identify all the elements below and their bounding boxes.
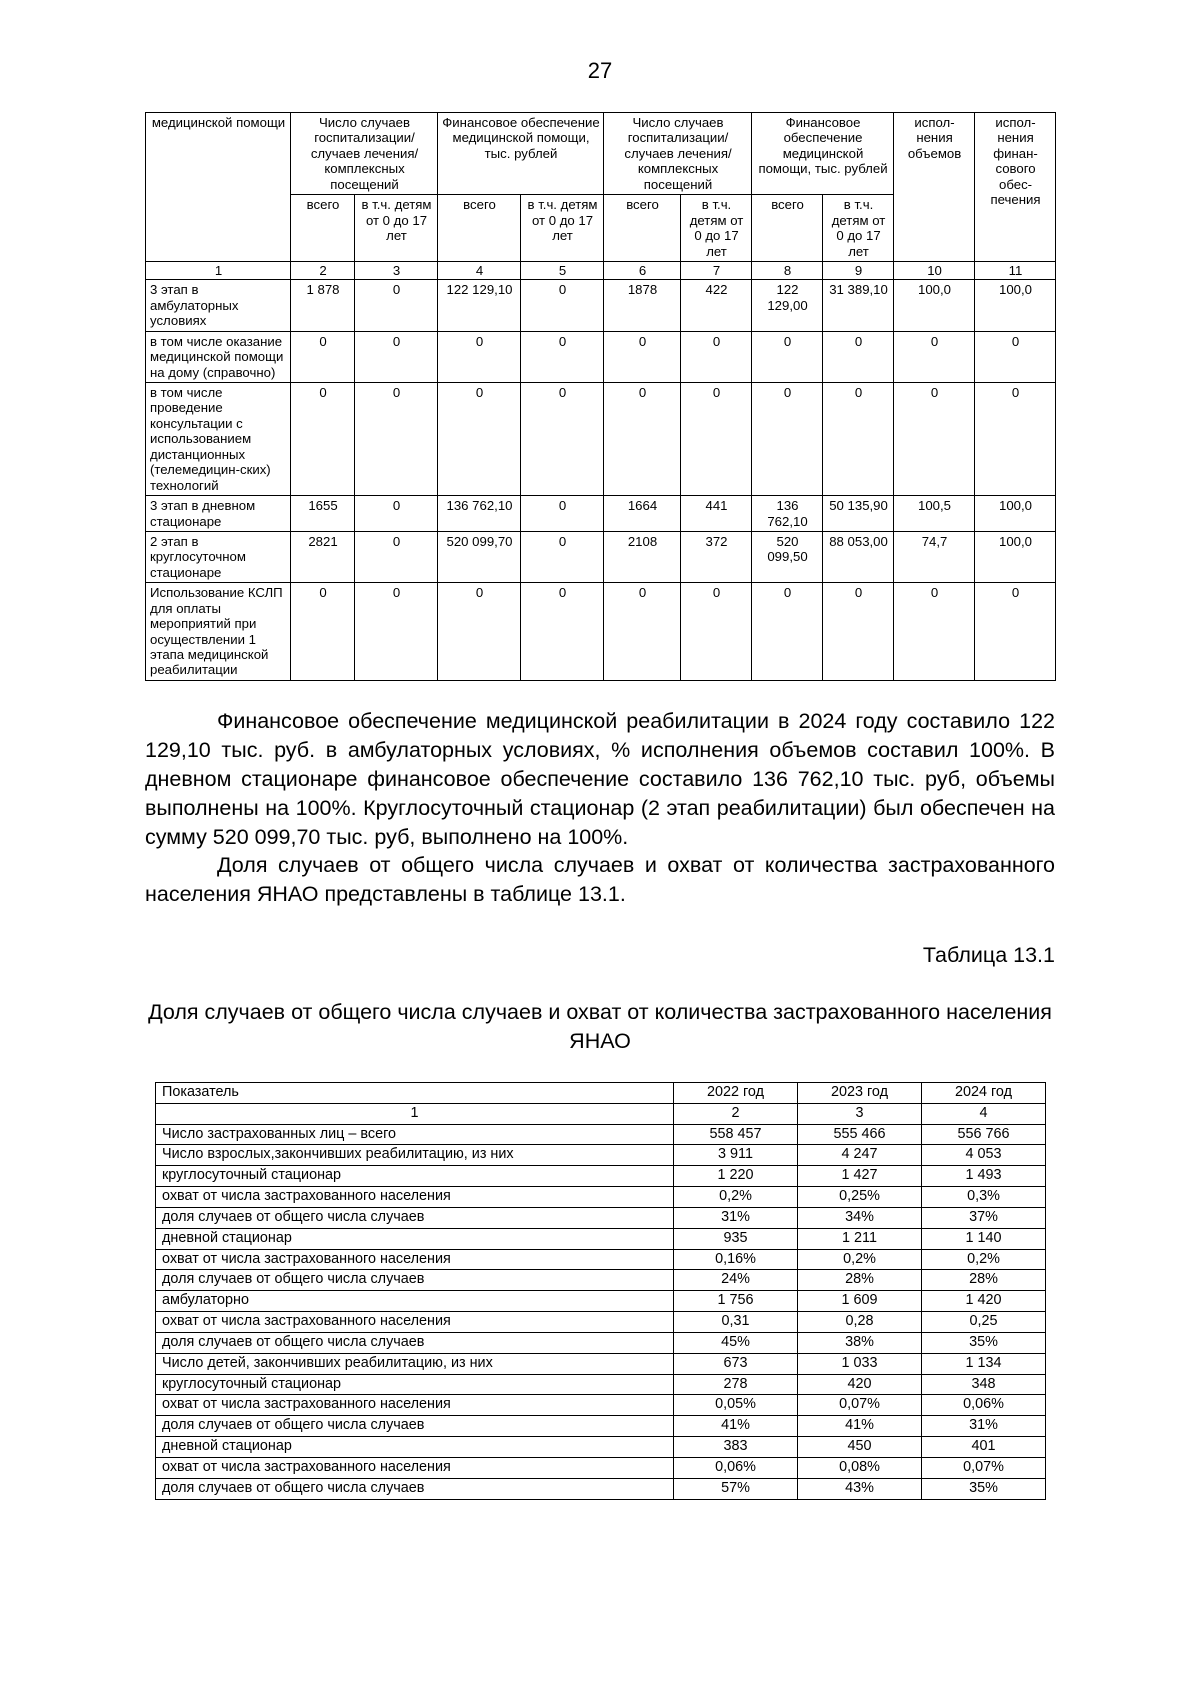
table1-cell: 372 [681,531,752,582]
table-title: Доля случаев от общего числа случаев и охват от количества застрахованного населения ЯНАО [148,1000,1052,1054]
table2-cell: 1 134 [922,1353,1046,1374]
table1-sub-total-1: всего [291,195,355,262]
table1-cell: 0 [521,496,604,532]
table2-cell: 35% [922,1332,1046,1353]
table2-row-indicator: доля случаев от общего числа случаев [156,1478,674,1499]
table-row [156,1124,1046,1145]
table1-cell: 0 [894,383,975,496]
table2-cell: 0,2% [674,1187,798,1208]
table1-cell: 1 878 [291,280,355,331]
table2-row-indicator: дневной стационар [156,1228,674,1249]
table1-colnum-7: 7 [681,261,752,279]
table2-row-indicator: Число взрослых,закончивших реабилитацию, из них [156,1145,674,1166]
table2-cell: 1 033 [798,1353,922,1374]
table2-cell: 1 756 [674,1291,798,1312]
table1-header-row-top [146,113,1056,195]
table1-row-label: 3 этап в дневном стационаре [146,496,291,532]
table2-cell: 555 466 [798,1124,922,1145]
table1-colnum-9: 9 [823,261,894,279]
table2-cell: 558 457 [674,1124,798,1145]
table1-cell: 0 [975,583,1056,681]
table1-cell: 0 [823,583,894,681]
table1-cell: 136 762,10 [438,496,521,532]
table1-cell: 0 [752,383,823,496]
table1-sub-total-2: всего [438,195,521,262]
table1-cell: 2821 [291,531,355,582]
table2-cell: 41% [674,1416,798,1437]
table1-row-label: в том числе проведение консультации с использованием дистанционных (телемедицин-ских) технологий [146,383,291,496]
table2-cell: 1 609 [798,1291,922,1312]
table2-col-2024: 2024 год [922,1082,1046,1103]
table2-cell: 28% [922,1270,1046,1291]
page-number: 27 [587,58,613,83]
table1-colnum-11: 11 [975,261,1056,279]
table2-header-row [156,1082,1046,1103]
table2-row-indicator: Число застрахованных лиц – всего [156,1124,674,1145]
table1-cell: 100,0 [975,280,1056,331]
table2-cell: 0,05% [674,1395,798,1416]
table2-row-indicator: круглосуточный стационар [156,1166,674,1187]
table2-row-indicator: охват от числа застрахованного населения [156,1249,674,1270]
medical-rehabilitation-table [145,112,1055,681]
table1-col-execution-finance: испол-нения финан-сового обес-печения [975,113,1056,262]
table1-sub-children-4: в т.ч. детям от 0 до 17 лет [823,195,894,262]
table1-colnum-2: 2 [291,261,355,279]
table2-cell: 0,31 [674,1312,798,1333]
table1-cell: 441 [681,496,752,532]
table2-cell: 3 911 [674,1145,798,1166]
table1-colnum-6: 6 [604,261,681,279]
table1-cell: 2108 [604,531,681,582]
table2-row-indicator: охват от числа застрахованного населения [156,1312,674,1333]
table-row [156,1416,1046,1437]
table1-row-label: в том числе оказание медицинской помощи на дому (справочно) [146,331,291,382]
table1-cell: 0 [604,583,681,681]
table-row [156,1437,1046,1458]
table1-cell: 0 [438,331,521,382]
table1-cell: 0 [355,531,438,582]
table1-cell: 0 [823,383,894,496]
table1-cell: 0 [894,331,975,382]
table1-cell: 0 [355,383,438,496]
table2-colnum-2: 2 [674,1103,798,1124]
table1-cell: 50 135,90 [823,496,894,532]
table1-cell: 0 [681,583,752,681]
table1-cell: 1878 [604,280,681,331]
table1-row-label: 2 этап в круглосуточном стационаре [146,531,291,582]
table2-cell: 0,16% [674,1249,798,1270]
table2-cell: 45% [674,1332,798,1353]
table1-colnum-8: 8 [752,261,823,279]
table2-header [156,1082,1046,1124]
table2-cell: 38% [798,1332,922,1353]
table2-cell: 0,06% [674,1458,798,1479]
table2-cell: 0,07% [798,1395,922,1416]
table2-cell: 43% [798,1478,922,1499]
table1-cell: 100,0 [894,280,975,331]
table-row [156,1291,1046,1312]
table2-row-indicator: доля случаев от общего числа случаев [156,1207,674,1228]
table-row [156,1374,1046,1395]
table-row [146,531,1056,582]
table1-colnum-4: 4 [438,261,521,279]
table2-cell: 0,08% [798,1458,922,1479]
table1-cell: 0 [438,583,521,681]
table1-cell: 0 [355,583,438,681]
table1-cell: 0 [521,383,604,496]
table2-cell: 34% [798,1207,922,1228]
table-row [146,280,1056,331]
table1-cell: 0 [975,383,1056,496]
table1-sub-total-4: всего [752,195,823,262]
table1-cell: 88 053,00 [823,531,894,582]
table2-cell: 41% [798,1416,922,1437]
table1-row-label: Использование КСЛП для оплаты мероприятий при осуществлении 1 этапа медицинской реабилитации [146,583,291,681]
table2-cell: 673 [674,1353,798,1374]
table2-row-indicator: доля случаев от общего числа случаев [156,1332,674,1353]
table1-sub-children-2: в т.ч. детям от 0 до 17 лет [521,195,604,262]
table1-colnum-5: 5 [521,261,604,279]
table1-cell: 0 [521,583,604,681]
table-row [156,1312,1046,1333]
table2-cell: 31% [674,1207,798,1228]
table1-colnum-1: 1 [146,261,291,279]
table1-cell: 0 [521,331,604,382]
table1-col-cases-actual: Число случаев госпитализации/ случаев лечения/ комплексных посещений [604,113,752,195]
table2-col-indicator: Показатель [156,1082,674,1103]
table2-cell: 450 [798,1437,922,1458]
table2-cell: 0,25% [798,1187,922,1208]
table1-cell: 0 [681,331,752,382]
table2-body [156,1124,1046,1499]
table2-cell: 1 220 [674,1166,798,1187]
table2-cell: 4 247 [798,1145,922,1166]
table2-cell: 28% [798,1270,922,1291]
table2-cell: 1 140 [922,1228,1046,1249]
table-row [156,1145,1046,1166]
table2-cell: 4 053 [922,1145,1046,1166]
table1-col-finance-planned: Финансовое обеспечение медицинской помощи, тыс. рублей [438,113,604,195]
table-row [156,1478,1046,1499]
table1-sub-total-3: всего [604,195,681,262]
table2-cell: 348 [922,1374,1046,1395]
table2-row-indicator: охват от числа застрахованного населения [156,1187,674,1208]
table1-cell: 136 762,10 [752,496,823,532]
paragraph-financing-summary: Финансовое обеспечение медицинской реабилитации в 2024 году составило 122 129,10 тыс. руб. в амбулаторных условиях, % исполнения объемов составил 100%. В дневном стационаре финансовое обеспечение составило 136 762,10 тыс. руб, объемы выполнены на 100%. Круглосуточный стационар (2 этап реабилитации) был обеспечен на сумму 520 099,70 тыс. руб, выполнено на 100%. [145,708,1055,849]
table2-row-indicator: амбулаторно [156,1291,674,1312]
table-row [156,1270,1046,1291]
table1-cell: 0 [823,331,894,382]
table2-row-indicator: охват от числа застрахованного населения [156,1458,674,1479]
table1-cell: 31 389,10 [823,280,894,331]
table1-col-finance-actual: Финансовое обеспечение медицинской помощи, тыс. рублей [752,113,894,195]
table1-col-execution-volumes: испол-нения объемов [894,113,975,262]
table2-colnum-3: 3 [798,1103,922,1124]
table1-cell: 0 [355,280,438,331]
table1-col-medical-care: медицинской помощи [146,113,291,262]
table1-cell: 100,0 [975,496,1056,532]
table1-cell: 0 [604,383,681,496]
table2-cell: 1 427 [798,1166,922,1187]
table2-row-indicator: доля случаев от общего числа случаев [156,1270,674,1291]
table2-cell: 0,2% [798,1249,922,1270]
table-row [146,383,1056,496]
table1-cell: 0 [681,383,752,496]
table1-cell: 0 [438,383,521,496]
table-row [146,496,1056,532]
table1-cell: 0 [291,331,355,382]
table1-cell: 422 [681,280,752,331]
table2-cell: 0,28 [798,1312,922,1333]
share-coverage-table [155,1082,1045,1500]
table2-cell: 420 [798,1374,922,1395]
table1-cell: 100,5 [894,496,975,532]
table2-cell: 1 420 [922,1291,1046,1312]
table1-cell: 0 [894,583,975,681]
table2-cell: 935 [674,1228,798,1249]
table-row [146,583,1056,681]
table2-cell: 1 211 [798,1228,922,1249]
paragraph-share-reference: Доля случаев от общего числа случаев и охват от количества застрахованного населения ЯНАО представлены в таблице 13.1. [145,853,1055,907]
table-row [146,331,1056,382]
table1-cell: 0 [752,331,823,382]
table2-cell: 57% [674,1478,798,1499]
table1-col-cases-planned: Число случаев госпитализации/ случаев лечения/ комплексных посещений [291,113,438,195]
table2-row-indicator: дневной стационар [156,1437,674,1458]
table2-row-indicator: доля случаев от общего числа случаев [156,1416,674,1437]
table2-colnum-1: 1 [156,1103,674,1124]
table2-col-2023: 2023 год [798,1082,922,1103]
table1-cell: 0 [521,531,604,582]
table2-row-indicator: круглосуточный стационар [156,1374,674,1395]
table2-column-numbers-row [156,1103,1046,1124]
table1-cell: 1664 [604,496,681,532]
table-label: Таблица 13.1 [922,943,1055,968]
table2-cell: 35% [922,1478,1046,1499]
table2-col-2022: 2022 год [674,1082,798,1103]
table1-sub-children-3: в т.ч. детям от 0 до 17 лет [681,195,752,262]
table1-sub-children-1: в т.ч. детям от 0 до 17 лет [355,195,438,262]
table-row [156,1395,1046,1416]
table2-cell: 24% [674,1270,798,1291]
table1-column-numbers-row [146,261,1056,279]
table-row [156,1332,1046,1353]
table-row [156,1353,1046,1374]
table2-cell: 278 [674,1374,798,1395]
table1-cell: 520 099,70 [438,531,521,582]
table2-cell: 383 [674,1437,798,1458]
table-row [156,1187,1046,1208]
table1-cell: 0 [355,331,438,382]
table1-cell: 122 129,00 [752,280,823,331]
table1-header [146,113,1056,280]
table1-cell: 1655 [291,496,355,532]
table2-cell: 0,2% [922,1249,1046,1270]
table1-cell: 0 [604,331,681,382]
table1-row-label: 3 этап в амбулаторных условиях [146,280,291,331]
table2-cell: 1 493 [922,1166,1046,1187]
table2-cell: 0,25 [922,1312,1046,1333]
table-row [156,1207,1046,1228]
table1-cell: 122 129,10 [438,280,521,331]
table1-cell: 0 [291,383,355,496]
table1-cell: 0 [975,331,1056,382]
table-row [156,1166,1046,1187]
table2-cell: 401 [922,1437,1046,1458]
table1-body [146,280,1056,681]
table2-cell: 556 766 [922,1124,1046,1145]
table1-cell: 0 [291,583,355,681]
table1-cell: 520 099,50 [752,531,823,582]
table2-row-indicator: Число детей, закончивших реабилитацию, из них [156,1353,674,1374]
table1-cell: 74,7 [894,531,975,582]
table1-cell: 100,0 [975,531,1056,582]
table-row [156,1249,1046,1270]
table1-colnum-10: 10 [894,261,975,279]
table2-cell: 37% [922,1207,1046,1228]
table-row [156,1228,1046,1249]
table2-cell: 0,07% [922,1458,1046,1479]
table2-cell: 0,3% [922,1187,1046,1208]
table2-cell: 0,06% [922,1395,1046,1416]
table2-row-indicator: охват от числа застрахованного населения [156,1395,674,1416]
table1-cell: 0 [521,280,604,331]
table1-colnum-3: 3 [355,261,438,279]
table1-cell: 0 [752,583,823,681]
table2-cell: 31% [922,1416,1046,1437]
table-row [156,1458,1046,1479]
table2-colnum-4: 4 [922,1103,1046,1124]
table1-cell: 0 [355,496,438,532]
